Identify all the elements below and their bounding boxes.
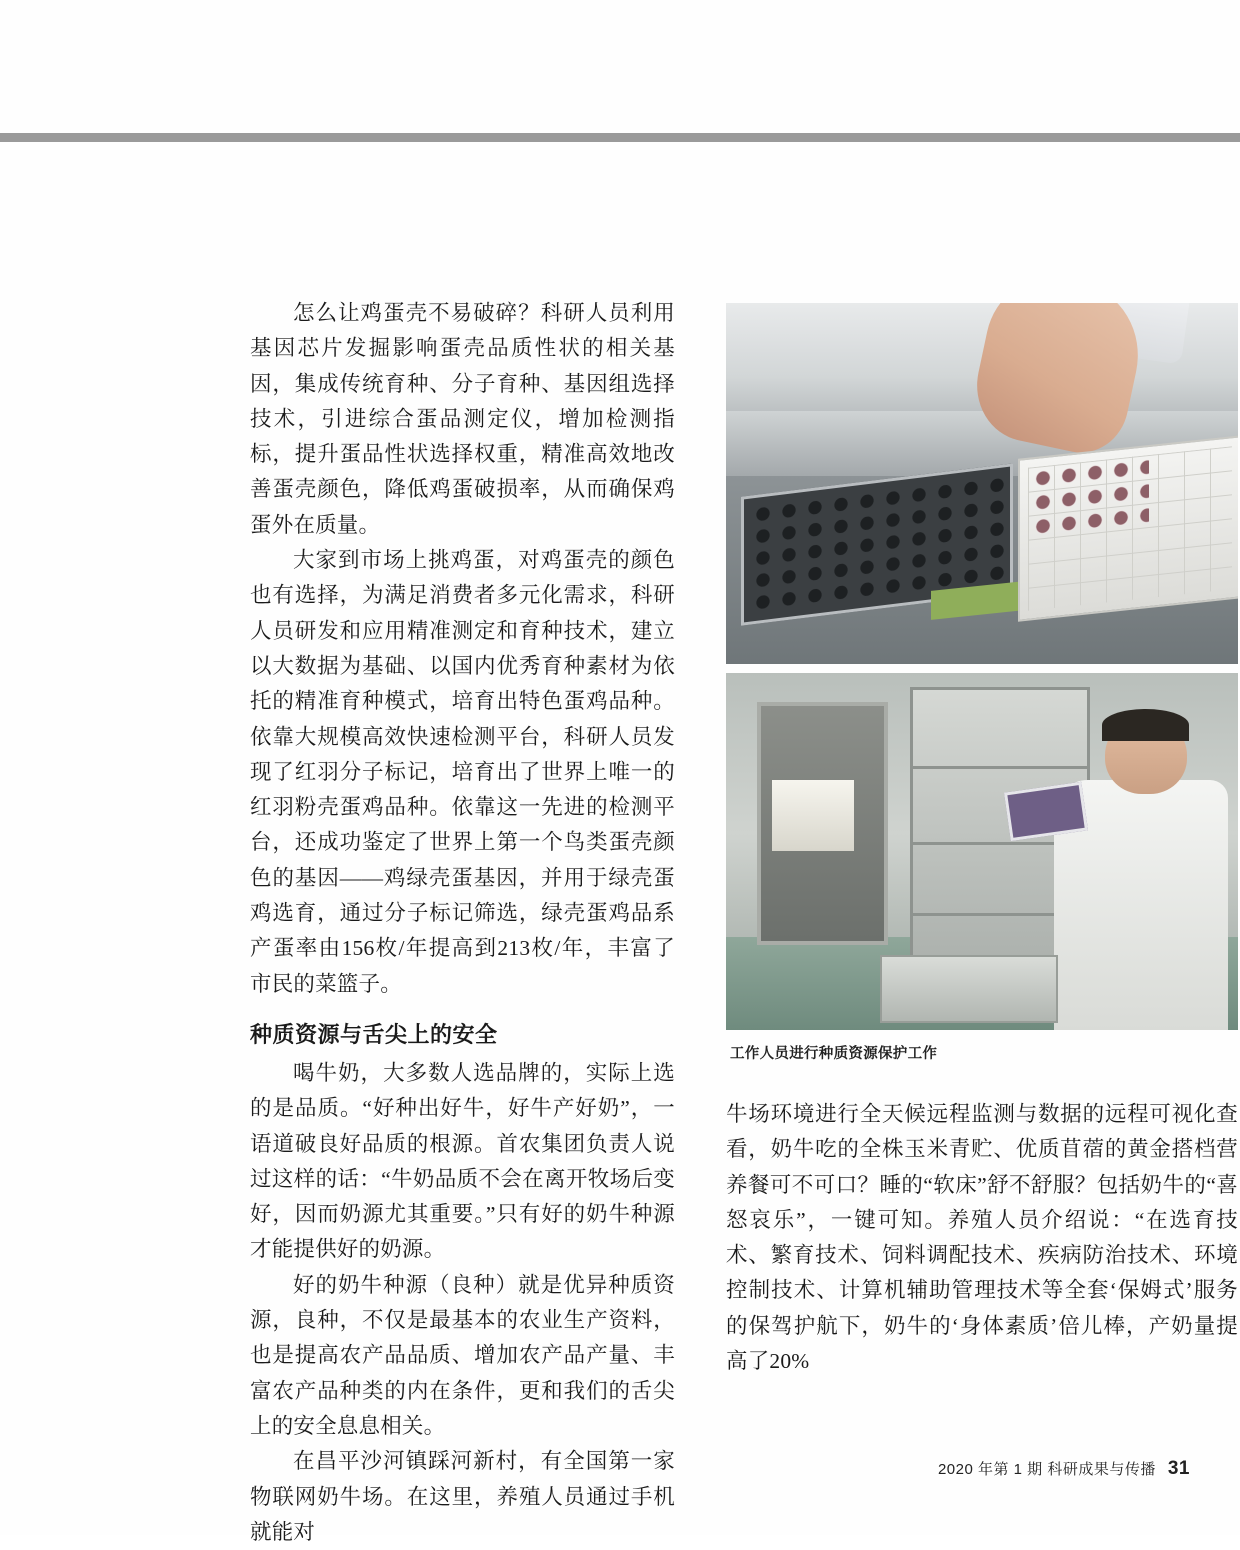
paragraph: 在昌平沙河镇踩河新村，有全国第一家物联网奶牛场。在这里，养殖人员通过手机就能对 bbox=[250, 1449, 675, 1544]
header-rule bbox=[0, 133, 1240, 142]
sample-storage-box bbox=[1018, 436, 1238, 622]
paragraph: 喝牛奶，大多数人选品牌的，实际上选的是品质。“好种出好牛，好牛产好奶”，一语道破良好品质的根源。首农集团负责人说过这样的话：“牛奶品质不会在离开牧场后变好，因而奶源尤其重要。”只有好的奶牛种源才能提供好的奶源。 bbox=[250, 1060, 675, 1262]
sample-vials bbox=[1030, 455, 1149, 541]
room-window bbox=[772, 780, 854, 851]
photo-caption: 工作人员进行种质资源保护工作 bbox=[730, 1046, 938, 1062]
photo-lab-sample-trays bbox=[726, 303, 1238, 664]
page-number: 31 bbox=[1167, 1458, 1190, 1479]
paragraph: 怎么让鸡蛋壳不易破碎？科研人员利用基因芯片发掘影响蛋壳品质性状的相关基因，集成传统育种、分子育种、基因组选择技术，引进综合蛋品测定仪，增加检测指标，提升蛋品性状选择权重，精准高效地改善蛋壳颜色，降低鸡蛋破损率，从而确保鸡蛋外在质量。 bbox=[250, 301, 675, 537]
paragraph: 牛场环境进行全天候远程监测与数据的远程可视化查看，奶牛吃的全株玉米青贮、优质苜蓿的黄金搭档营养餐可不可口？睡的“软床”舒不舒服？包括奶牛的“喜怒哀乐”，一键可知。养殖人员介绍说：“在选育技术、繁育技术、饲料调配技术、疾病防治技术、环境控制技术、计算机辅助管理技术等全套‘保姆式’服务的保驾护航下，奶牛的‘身体素质’倍儿棒，产奶量提高了20% bbox=[726, 1102, 1238, 1374]
paragraph: 好的奶牛种源（良种）就是优异种质资源，良种，不仅是最基本的农业生产资料，也是提高农产品品质、增加农产品产量、丰富农产品种类的内在条件，更和我们的舌尖上的安全息息相关。 bbox=[250, 1272, 675, 1438]
paragraph: 大家到市场上挑鸡蛋，对鸡蛋壳的颜色也有选择，为满足消费者多元化需求，科研人员研发和应用精准测定和育种技术，建立以大数据为基础、以国内优秀育种素材为依托的精准育种模式，培育出特色蛋鸡品种。依靠大规模高效快速检测平台，科研人员发现了红羽分子标记，培育出了世界上唯一的红羽粉壳蛋鸡品种。依靠这一先进的检测平台，还成功鉴定了世界上第一个鸟类蛋壳颜色的基因——鸡绿壳蛋基因，并用于绿壳蛋鸡选育，通过分子标记筛选，绿壳蛋鸡品系产蛋率由156枚/年提高到213枚/年，丰富了市民的菜篮子。 bbox=[250, 548, 675, 996]
right-text-column bbox=[726, 1097, 1238, 1379]
footer-issue-text: 2020 年第 1 期 科研成果与传播 bbox=[937, 1461, 1156, 1478]
page-footer bbox=[938, 1458, 1190, 1480]
cabinet-divider bbox=[913, 766, 1087, 769]
left-text-column bbox=[250, 296, 675, 1550]
technician-hair bbox=[1102, 709, 1189, 741]
section-subheading: 种质资源与舌尖上的安全 bbox=[250, 1021, 498, 1047]
lab-cart bbox=[880, 955, 1058, 1023]
photo-germplasm-storage bbox=[726, 673, 1238, 1030]
